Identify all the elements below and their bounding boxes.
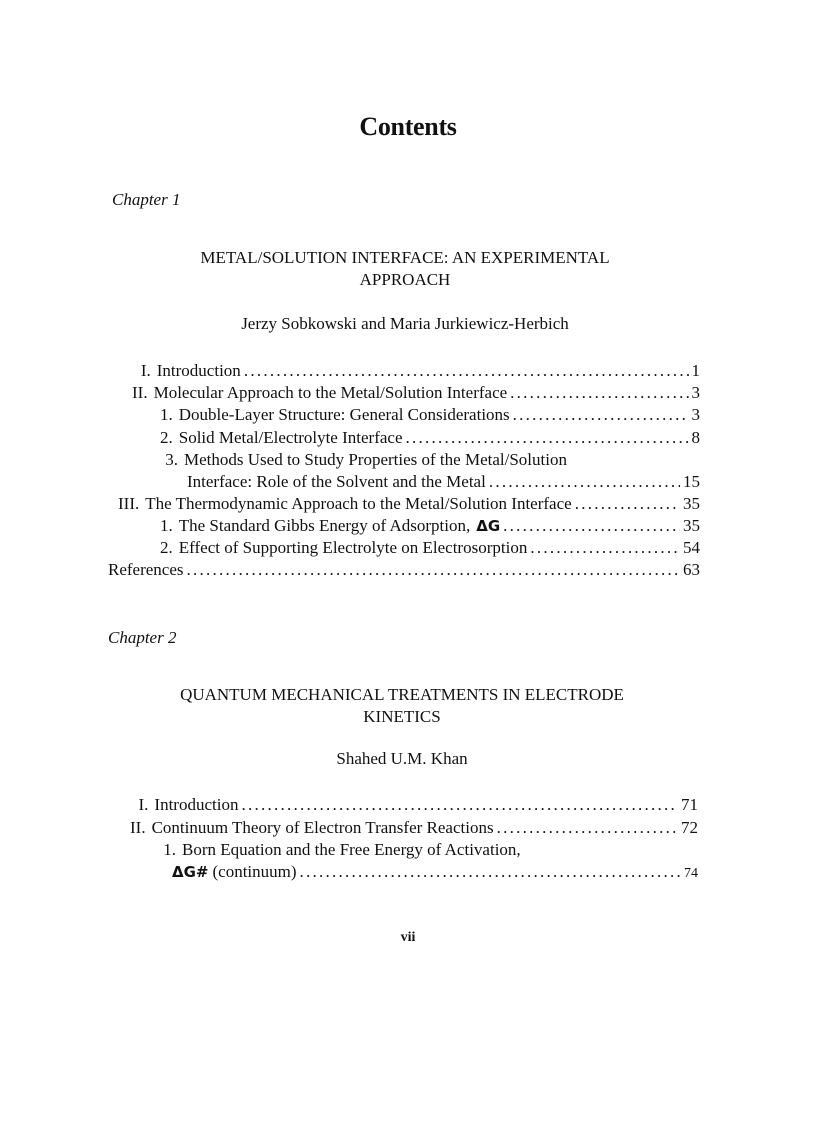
dot-leader (406, 427, 689, 449)
toc-entry-page: 15 (683, 472, 700, 491)
toc-entry-number: III. (118, 494, 140, 513)
toc-entry-page: 1 (691, 361, 700, 380)
dot-leader (503, 515, 680, 537)
chapter-1-label: Chapter 1 (112, 190, 181, 209)
toc-entry (160, 404, 700, 426)
toc-entry-number: 1. (163, 840, 176, 859)
dot-leader (489, 471, 680, 493)
toc-entry-number: 1. (160, 516, 173, 535)
chapter-1-title-line-2: APPROACH (359, 270, 451, 289)
toc-entry-page: 35 (683, 516, 700, 535)
toc-entry-page: 71 (681, 795, 698, 814)
toc-entry-number: I. (140, 361, 151, 380)
toc-entry-page: 63 (683, 560, 700, 579)
toc-entry-continuation (187, 471, 700, 493)
dot-leader (530, 537, 680, 559)
toc-entry-number: 2. (160, 428, 173, 447)
page-folio: vii (400, 930, 416, 945)
chapter-2-title (97, 684, 707, 728)
toc-entry-title: Born Equation and the Free Energy of Activation, (182, 840, 521, 859)
toc-entry-number: 1. (160, 405, 173, 424)
toc-entry-continuation (172, 861, 698, 885)
toc-entry (158, 839, 698, 861)
toc-entry-title: Double-Layer Structure: General Considerations (178, 405, 510, 424)
toc-entry-title: References (108, 560, 184, 579)
delta-g-activation-symbol: ΔG# (172, 863, 209, 881)
toc-entry (118, 493, 700, 515)
toc-entry-page: 54 (683, 538, 700, 557)
toc-entry (130, 794, 698, 816)
toc-entry-title: (continuum) (212, 862, 297, 881)
dot-leader (575, 493, 680, 515)
chapter-2-authors: Shahed U.M. Khan (336, 749, 468, 768)
delta-g-symbol: ΔG (476, 517, 501, 535)
toc-entry (132, 382, 700, 404)
toc-entry-title: Solid Metal/Electrolyte Interface (178, 428, 403, 447)
toc-entry-page: 72 (681, 818, 698, 837)
toc-entry-title: Molecular Approach to the Metal/Solution Interface (153, 383, 508, 402)
toc-entry-references (108, 559, 700, 581)
toc-entry-title: The Thermodynamic Approach to the Metal/Solution Interface (145, 494, 572, 513)
toc-entry-title: The Standard Gibbs Energy of Adsorption, (178, 516, 471, 535)
toc-entry (160, 515, 700, 537)
dot-leader (497, 817, 678, 839)
toc-entry-page: 3 (691, 405, 700, 424)
toc-entry (132, 360, 700, 382)
toc-entry-number: 2. (160, 538, 173, 557)
toc-entry (160, 449, 700, 471)
toc-entry-page: 8 (691, 428, 700, 447)
chapter-2-title-line-2: KINETICS (363, 707, 441, 726)
toc-entry-title: Introduction (154, 795, 239, 814)
toc-entry-page: 35 (683, 494, 700, 513)
dot-leader (244, 360, 689, 382)
toc-entry-title: Continuum Theory of Electron Transfer Reactions (151, 818, 494, 837)
chapter-2-label: Chapter 2 (108, 628, 177, 647)
toc-entry-number: II. (130, 818, 146, 837)
toc-entry (160, 427, 700, 449)
chapter-2-title-line-1: QUANTUM MECHANICAL TREATMENTS IN ELECTRODE (180, 685, 624, 704)
dot-leader (513, 404, 689, 426)
toc-entry-page: 3 (691, 383, 700, 402)
chapter-1-title (100, 247, 710, 291)
dot-leader (241, 794, 678, 816)
dot-leader (510, 382, 688, 404)
chapter-1-authors: Jerzy Sobkowski and Maria Jurkiewicz-Herbich (241, 314, 569, 333)
toc-entry-number: I. (138, 795, 149, 814)
toc-entry-number: II. (132, 383, 148, 402)
dot-leader (187, 559, 680, 581)
toc-entry (160, 537, 700, 559)
dot-leader (300, 861, 681, 883)
page-title: Contents (359, 112, 457, 141)
toc-entry-number: 3. (165, 450, 178, 469)
toc-entry-title: Methods Used to Study Properties of the Metal/Solution (184, 450, 567, 469)
toc-entry-title: Effect of Supporting Electrolyte on Electrosorption (178, 538, 528, 557)
toc-entry-title: Interface: Role of the Solvent and the Metal (187, 472, 486, 491)
toc-entry-title: Introduction (156, 361, 241, 380)
toc-entry-page: 74 (684, 866, 698, 881)
toc-entry (130, 817, 698, 839)
chapter-1-title-line-1: METAL/SOLUTION INTERFACE: AN EXPERIMENTAL (200, 248, 610, 267)
